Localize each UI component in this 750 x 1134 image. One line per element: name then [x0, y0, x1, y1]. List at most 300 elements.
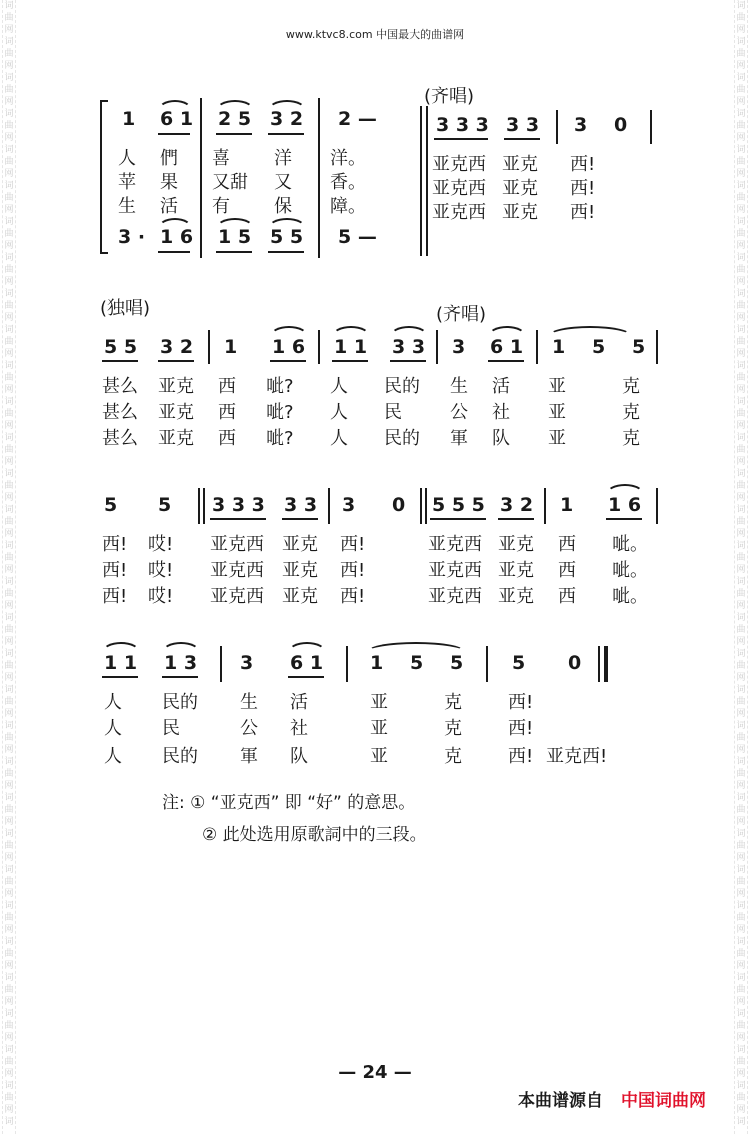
- watermark-char: 词: [4, 541, 14, 551]
- watermark-char: 网: [4, 961, 14, 971]
- note: 0: [568, 652, 582, 674]
- slur: [102, 642, 140, 652]
- watermark-char: 词: [4, 325, 14, 335]
- watermark-char: 曲: [736, 805, 746, 815]
- watermark-char: 曲: [736, 589, 746, 599]
- slur: [332, 326, 370, 336]
- lyric: 西!: [570, 178, 596, 199]
- note: 0: [392, 494, 406, 516]
- lyric: 西!: [340, 560, 366, 581]
- watermark-char: 网: [736, 637, 746, 647]
- watermark-char: 词: [736, 757, 746, 767]
- watermark-char: 词: [736, 325, 746, 335]
- note: 6 1: [160, 108, 194, 130]
- watermark-char: 曲: [736, 625, 746, 635]
- lyric: 喜: [212, 148, 230, 169]
- watermark-char: 网: [4, 637, 14, 647]
- watermark-char: 网: [736, 457, 746, 467]
- watermark-char: 网: [4, 601, 14, 611]
- lyric: 西: [558, 560, 576, 581]
- lyric: 亚: [548, 428, 566, 449]
- lyric: 西: [558, 586, 576, 607]
- watermark-char: 曲: [4, 373, 14, 383]
- watermark-char: 词: [736, 505, 746, 515]
- watermark-char: 词: [4, 901, 14, 911]
- barline: [328, 488, 330, 524]
- lyric: 西: [218, 428, 236, 449]
- watermark-char: 词: [4, 721, 14, 731]
- watermark-char: 曲: [4, 265, 14, 275]
- note: 6 1: [490, 336, 524, 358]
- watermark-char: 网: [4, 241, 14, 251]
- lyric: 有: [212, 196, 230, 217]
- watermark-char: 曲: [4, 1093, 14, 1103]
- lyric: 哎!: [148, 560, 174, 581]
- note: 1 6: [608, 494, 642, 516]
- watermark-char: 曲: [4, 805, 14, 815]
- watermark-char: 曲: [736, 85, 746, 95]
- barline: [426, 106, 428, 256]
- watermark-char: 曲: [4, 445, 14, 455]
- watermark-char: 曲: [736, 517, 746, 527]
- note: 1: [122, 108, 136, 130]
- lyric: 亚克: [498, 534, 534, 555]
- watermark-char: 网: [4, 709, 14, 719]
- lyric: 亚克西: [432, 178, 486, 199]
- lyric: 西!: [102, 560, 128, 581]
- watermark-char: 曲: [736, 121, 746, 131]
- watermark-char: 曲: [4, 13, 14, 23]
- beam: [268, 251, 304, 253]
- watermark-char: 词: [4, 505, 14, 515]
- lyric: 軍: [450, 428, 468, 449]
- lyric: 甚么: [102, 376, 138, 397]
- chorus-label-1: (齐唱): [424, 86, 475, 107]
- barline: [203, 488, 205, 524]
- watermark-char: 网: [4, 1069, 14, 1079]
- note: 3 2: [270, 108, 304, 130]
- watermark-char: 曲: [736, 877, 746, 887]
- lyric: 又甜: [212, 172, 248, 193]
- note: 5: [592, 336, 606, 358]
- watermark-char: 词: [736, 181, 746, 191]
- beam: [434, 138, 488, 140]
- lyric: 西!: [102, 534, 128, 555]
- lyric: 民: [162, 718, 180, 739]
- source-brand[interactable]: 中国词曲网: [621, 1091, 706, 1111]
- lyric: 克: [444, 718, 462, 739]
- watermark-char: 网: [4, 1105, 14, 1115]
- watermark-char: 词: [736, 433, 746, 443]
- watermark-char: 曲: [736, 445, 746, 455]
- watermark-char: 曲: [4, 949, 14, 959]
- watermark-char: 网: [736, 25, 746, 35]
- watermark-char: 词: [736, 469, 746, 479]
- note: 1 6: [160, 226, 194, 248]
- watermark-char: 词: [4, 757, 14, 767]
- watermark-char: 网: [736, 349, 746, 359]
- barline: [318, 98, 320, 258]
- lyric: 人: [104, 692, 122, 713]
- lyric: 呲?: [266, 376, 294, 397]
- watermark-char: 曲: [4, 337, 14, 347]
- lyric: 民的: [384, 428, 420, 449]
- lyric: 障。: [330, 196, 366, 217]
- lyric: 亚克西: [428, 560, 482, 581]
- watermark-char: 词: [736, 937, 746, 947]
- watermark-char: 曲: [736, 337, 746, 347]
- watermark-char: 曲: [736, 409, 746, 419]
- watermark-char: 曲: [736, 157, 746, 167]
- beam: [288, 676, 324, 678]
- barline: [536, 330, 538, 364]
- footnote-1: 注: ① “亚克西” 即 “好” 的意思。: [162, 793, 416, 813]
- lyric: 亚克西!: [546, 746, 608, 767]
- watermark-char: 词: [736, 109, 746, 119]
- note: 1 1: [104, 652, 138, 674]
- chorus-label-2: (齐唱): [436, 304, 487, 325]
- slur: [606, 484, 644, 494]
- note: 5: [512, 652, 526, 674]
- barline: [318, 330, 320, 364]
- watermark-char: 曲: [736, 553, 746, 563]
- watermark-char: 曲: [4, 1021, 14, 1031]
- watermark-char: 词: [736, 145, 746, 155]
- lyric: 亚: [548, 402, 566, 423]
- beam: [158, 133, 190, 135]
- watermark-char: 词: [736, 793, 746, 803]
- watermark-char: 词: [736, 973, 746, 983]
- lyric: 西!: [340, 534, 366, 555]
- lyric: 亚克: [498, 560, 534, 581]
- watermark-char: 网: [736, 925, 746, 935]
- lyric: 亚克: [282, 586, 318, 607]
- note: 3 3: [284, 494, 318, 516]
- lyric: 活: [492, 376, 510, 397]
- slur: [548, 326, 632, 336]
- watermark-char: 词: [736, 1045, 746, 1055]
- watermark-char: 词: [4, 361, 14, 371]
- watermark-char: 曲: [4, 841, 14, 851]
- beam: [162, 676, 198, 678]
- watermark-char: 网: [4, 205, 14, 215]
- watermark-char: 网: [4, 457, 14, 467]
- watermark-char: 曲: [736, 949, 746, 959]
- watermark-char: 曲: [736, 1057, 746, 1067]
- watermark-char: 词: [4, 685, 14, 695]
- watermark-char: 曲: [736, 913, 746, 923]
- note: 1 6: [272, 336, 306, 358]
- watermark-char: 网: [736, 601, 746, 611]
- watermark-char: 曲: [4, 85, 14, 95]
- watermark-char: 词: [736, 1117, 746, 1127]
- watermark-char: 网: [736, 493, 746, 503]
- watermark-char: 网: [4, 385, 14, 395]
- watermark-char: 曲: [736, 733, 746, 743]
- lyric: 西!: [340, 586, 366, 607]
- lyric: 甚么: [102, 402, 138, 423]
- note: 3: [452, 336, 466, 358]
- watermark-char: 网: [4, 745, 14, 755]
- watermark-char: 曲: [4, 733, 14, 743]
- watermark-char: 曲: [736, 841, 746, 851]
- note: 1: [560, 494, 574, 516]
- note: 3 2: [500, 494, 534, 516]
- beam: [332, 360, 368, 362]
- note: 3 ·: [118, 226, 146, 248]
- lyric: 亚克: [498, 586, 534, 607]
- watermark-char: 曲: [736, 697, 746, 707]
- lyric: 活: [160, 196, 178, 217]
- lyric: 西!: [570, 202, 596, 223]
- watermark-char: 词: [736, 577, 746, 587]
- lyric: 人: [118, 148, 136, 169]
- watermark-char: 词: [736, 1, 746, 11]
- watermark-char: 曲: [736, 229, 746, 239]
- watermark-char: 网: [736, 853, 746, 863]
- watermark-char: 网: [4, 313, 14, 323]
- watermark-char: 曲: [736, 1093, 746, 1103]
- beam: [282, 518, 318, 520]
- lyric: 民的: [162, 692, 198, 713]
- watermark-char: 网: [4, 421, 14, 431]
- note: 5: [450, 652, 464, 674]
- lyric: 人: [330, 428, 348, 449]
- watermark-char: 网: [4, 25, 14, 35]
- lyric: 呲?: [266, 402, 294, 423]
- watermark-char: 词: [736, 1081, 746, 1091]
- lyric: 亚克西: [428, 534, 482, 555]
- lyric: 队: [290, 746, 308, 767]
- note: 5: [158, 494, 172, 516]
- lyric: 社: [290, 718, 308, 739]
- barline: [436, 330, 438, 364]
- watermark-char: 网: [4, 925, 14, 935]
- slur: [270, 326, 308, 336]
- watermark-char: 词: [736, 829, 746, 839]
- lyric: 保: [274, 196, 292, 217]
- source-line: [518, 1086, 706, 1111]
- beam: [430, 518, 486, 520]
- watermark-char: 网: [736, 1069, 746, 1079]
- note: 5: [410, 652, 424, 674]
- watermark-char: 词: [4, 253, 14, 263]
- watermark-char: 网: [736, 205, 746, 215]
- watermark-char: 词: [4, 37, 14, 47]
- watermark-char: 曲: [4, 157, 14, 167]
- watermark-char: 曲: [736, 193, 746, 203]
- lyric: 克: [622, 376, 640, 397]
- watermark-char: 曲: [736, 373, 746, 383]
- lyric: 苹: [118, 172, 136, 193]
- lyric: 亚克: [158, 376, 194, 397]
- watermark-char: 网: [736, 889, 746, 899]
- note: 1 3: [164, 652, 198, 674]
- note: 0: [614, 114, 628, 136]
- note: 3: [240, 652, 254, 674]
- note: 1: [552, 336, 566, 358]
- slur: [288, 642, 326, 652]
- watermark-char: 网: [4, 169, 14, 179]
- note: 3 2: [160, 336, 194, 358]
- watermark-char: 词: [736, 397, 746, 407]
- beam: [216, 133, 252, 135]
- lyric: 克: [622, 402, 640, 423]
- lyric: 亚克: [502, 202, 538, 223]
- watermark-char: 网: [4, 853, 14, 863]
- watermark-char: 曲: [4, 229, 14, 239]
- lyric: 人: [330, 376, 348, 397]
- watermark-char: 网: [736, 313, 746, 323]
- barline: [486, 646, 488, 682]
- note: 1 5: [218, 226, 252, 248]
- watermark-char: 曲: [4, 589, 14, 599]
- barline: [656, 330, 658, 364]
- beam: [606, 518, 642, 520]
- final-barline-thick: [604, 646, 608, 682]
- note: 1: [224, 336, 238, 358]
- barline: [556, 110, 558, 144]
- watermark-char: 网: [736, 817, 746, 827]
- watermark-strip-left: [2, 0, 16, 1134]
- lyric: 亚克西: [210, 560, 264, 581]
- lyric: 呲。: [612, 560, 648, 581]
- watermark-char: 网: [4, 349, 14, 359]
- watermark-char: 曲: [736, 301, 746, 311]
- watermark-char: 网: [736, 277, 746, 287]
- watermark-char: 曲: [4, 913, 14, 923]
- slur: [488, 326, 526, 336]
- watermark-char: 网: [736, 961, 746, 971]
- beam: [390, 360, 426, 362]
- lyric: 洋: [274, 148, 292, 169]
- lyric: 亚克西: [210, 586, 264, 607]
- note: 5 5: [270, 226, 304, 248]
- watermark-char: 网: [736, 1105, 746, 1115]
- lyric: 西: [218, 376, 236, 397]
- watermark-char: 词: [736, 253, 746, 263]
- watermark-char: 网: [736, 529, 746, 539]
- lyric: 生: [240, 692, 258, 713]
- lyric: 呲。: [612, 586, 648, 607]
- note: 1: [370, 652, 384, 674]
- watermark-char: 词: [4, 145, 14, 155]
- lyric: 亚克: [158, 402, 194, 423]
- lyric: 哎!: [148, 586, 174, 607]
- watermark-char: 词: [736, 613, 746, 623]
- watermark-char: 网: [4, 781, 14, 791]
- watermark-char: 词: [4, 1045, 14, 1055]
- lyric: 队: [492, 428, 510, 449]
- watermark-strip-right: [734, 0, 748, 1134]
- barline: [198, 488, 200, 524]
- barline: [544, 488, 546, 524]
- watermark-char: 曲: [4, 49, 14, 59]
- watermark-char: 网: [4, 133, 14, 143]
- watermark-char: 词: [736, 901, 746, 911]
- watermark-char: 曲: [736, 1021, 746, 1031]
- beam: [158, 251, 190, 253]
- note: 2 5: [218, 108, 252, 130]
- watermark-char: 词: [4, 649, 14, 659]
- lyric: 亚: [370, 746, 388, 767]
- watermark-char: 词: [4, 829, 14, 839]
- watermark-char: 词: [4, 397, 14, 407]
- lyric: 亚克西: [432, 202, 486, 223]
- note: 1 1: [334, 336, 368, 358]
- lyric: 民的: [162, 746, 198, 767]
- watermark-char: 词: [736, 1009, 746, 1019]
- watermark-char: 网: [4, 673, 14, 683]
- note: 5 5 5: [432, 494, 485, 516]
- lyric: 西: [558, 534, 576, 555]
- note: 3 3 3: [436, 114, 489, 136]
- lyric: 克: [622, 428, 640, 449]
- lyric: 西!: [570, 154, 596, 175]
- note: 6 1: [290, 652, 324, 674]
- beam: [498, 518, 534, 520]
- final-barline: [598, 646, 600, 682]
- watermark-char: 曲: [736, 481, 746, 491]
- watermark-char: 词: [4, 289, 14, 299]
- barline: [650, 110, 652, 144]
- lyric: 亚: [370, 692, 388, 713]
- watermark-char: 词: [736, 361, 746, 371]
- lyric: 人: [104, 718, 122, 739]
- note: 3 3 3: [212, 494, 265, 516]
- watermark-char: 曲: [4, 409, 14, 419]
- footnote-2: ② 此处选用原歌詞中的三段。: [202, 825, 427, 845]
- lyric: 生: [118, 196, 136, 217]
- lyric: 香。: [330, 172, 366, 193]
- watermark-char: 词: [736, 217, 746, 227]
- beam: [216, 251, 252, 253]
- lyric: 活: [290, 692, 308, 713]
- watermark-char: 网: [4, 565, 14, 575]
- lyric: 亚克: [502, 178, 538, 199]
- barline: [208, 330, 210, 364]
- note: 3 3: [506, 114, 540, 136]
- watermark-char: 词: [736, 649, 746, 659]
- lyric: 們: [160, 148, 178, 169]
- lyric: 呲?: [266, 428, 294, 449]
- watermark-char: 词: [736, 541, 746, 551]
- watermark-char: 曲: [736, 13, 746, 23]
- watermark-char: 曲: [736, 49, 746, 59]
- watermark-char: 词: [4, 973, 14, 983]
- lyric: 西!: [508, 692, 534, 713]
- beam: [488, 360, 524, 362]
- lyric: 亚克: [158, 428, 194, 449]
- watermark-char: 词: [736, 721, 746, 731]
- barline: [420, 106, 422, 256]
- lyric: 人: [104, 746, 122, 767]
- lyric: 西!: [508, 718, 534, 739]
- lyric: 西!: [102, 586, 128, 607]
- watermark-char: 网: [736, 745, 746, 755]
- note: 5: [104, 494, 118, 516]
- watermark-char: 词: [4, 469, 14, 479]
- watermark-char: 词: [736, 865, 746, 875]
- note: 2 —: [338, 108, 377, 130]
- watermark-char: 曲: [4, 517, 14, 527]
- lyric: 克: [444, 692, 462, 713]
- barline: [425, 488, 427, 524]
- watermark-char: 网: [736, 97, 746, 107]
- watermark-char: 网: [736, 997, 746, 1007]
- watermark-char: 网: [736, 385, 746, 395]
- watermark-char: 网: [4, 997, 14, 1007]
